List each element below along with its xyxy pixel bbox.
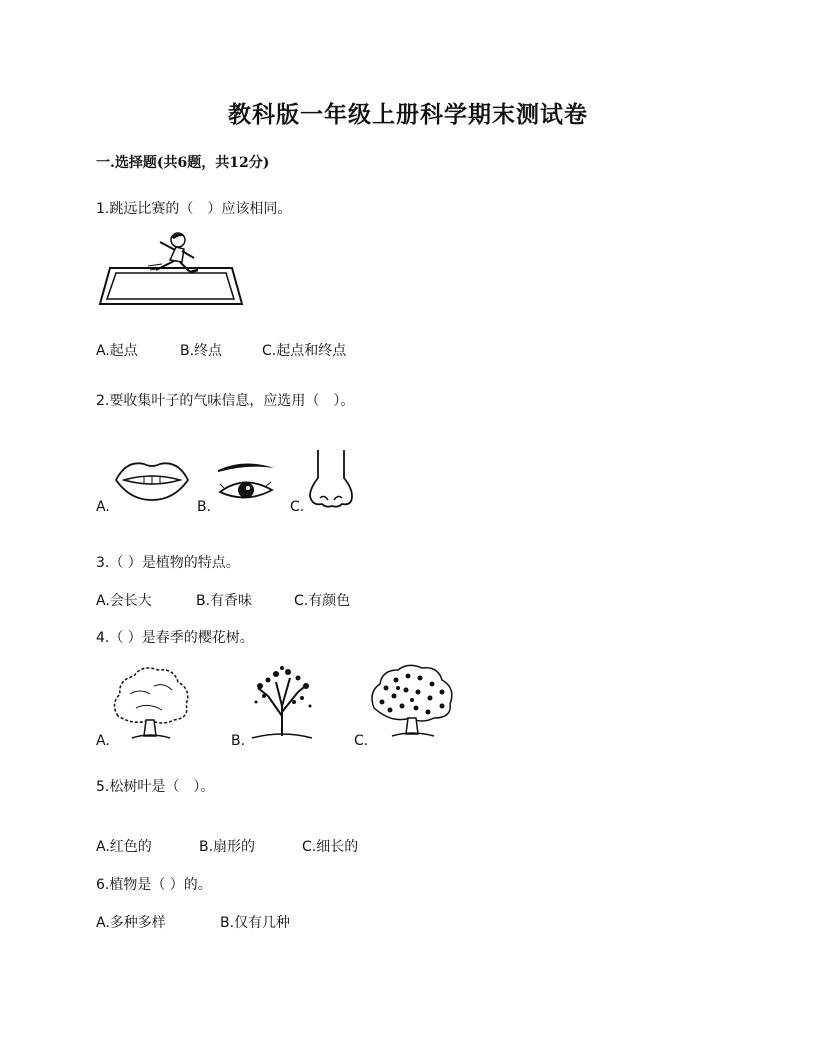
mouth-icon — [114, 456, 190, 502]
q3-option-c[interactable]: C.有颜色 — [294, 593, 351, 609]
q2-option-a[interactable]: A. — [96, 499, 110, 515]
section-heading: 一.选择题(共6题，共12分) — [96, 155, 270, 171]
q5-option-b[interactable]: B.扇形的 — [199, 839, 256, 855]
question-6: 6.植物是（ ）的。 — [96, 877, 212, 893]
question-1: 1.跳远比赛的（ ）应该相同。 — [96, 201, 292, 217]
question-4: 4.（ ）是春季的樱花树。 — [96, 630, 254, 646]
q3-option-b[interactable]: B.有香味 — [196, 593, 253, 609]
long-jump-child-illustration — [96, 228, 246, 310]
autumn-tree-icon — [246, 662, 318, 744]
leafy-tree-icon — [110, 664, 192, 744]
question-5: 5.松树叶是（ ）。 — [96, 779, 215, 795]
q2-option-c[interactable]: C. — [290, 499, 305, 515]
q5-option-a[interactable]: A.红色的 — [96, 839, 152, 855]
blossom-tree-icon — [368, 662, 456, 744]
page-title: 教科版一年级上册科学期末测试卷 — [228, 101, 588, 128]
nose-icon — [304, 448, 358, 510]
q3-option-a[interactable]: A.会长大 — [96, 593, 152, 609]
q2-option-b[interactable]: B. — [197, 499, 212, 515]
eye-icon — [214, 460, 278, 506]
q4-option-b[interactable]: B. — [231, 733, 246, 749]
q1-option-b[interactable]: B.终点 — [180, 343, 223, 359]
question-2: 2.要收集叶子的气味信息，应选用（ ）。 — [96, 393, 355, 409]
q1-option-a[interactable]: A.起点 — [96, 343, 138, 359]
q4-option-a[interactable]: A. — [96, 733, 110, 749]
q1-option-c[interactable]: C.起点和终点 — [262, 343, 347, 359]
q4-option-c[interactable]: C. — [354, 733, 369, 749]
q6-option-b[interactable]: B.仅有几种 — [220, 915, 291, 931]
question-3: 3.（ ）是植物的特点。 — [96, 555, 240, 571]
q5-option-c[interactable]: C.细长的 — [302, 839, 359, 855]
q6-option-a[interactable]: A.多种多样 — [96, 915, 166, 931]
